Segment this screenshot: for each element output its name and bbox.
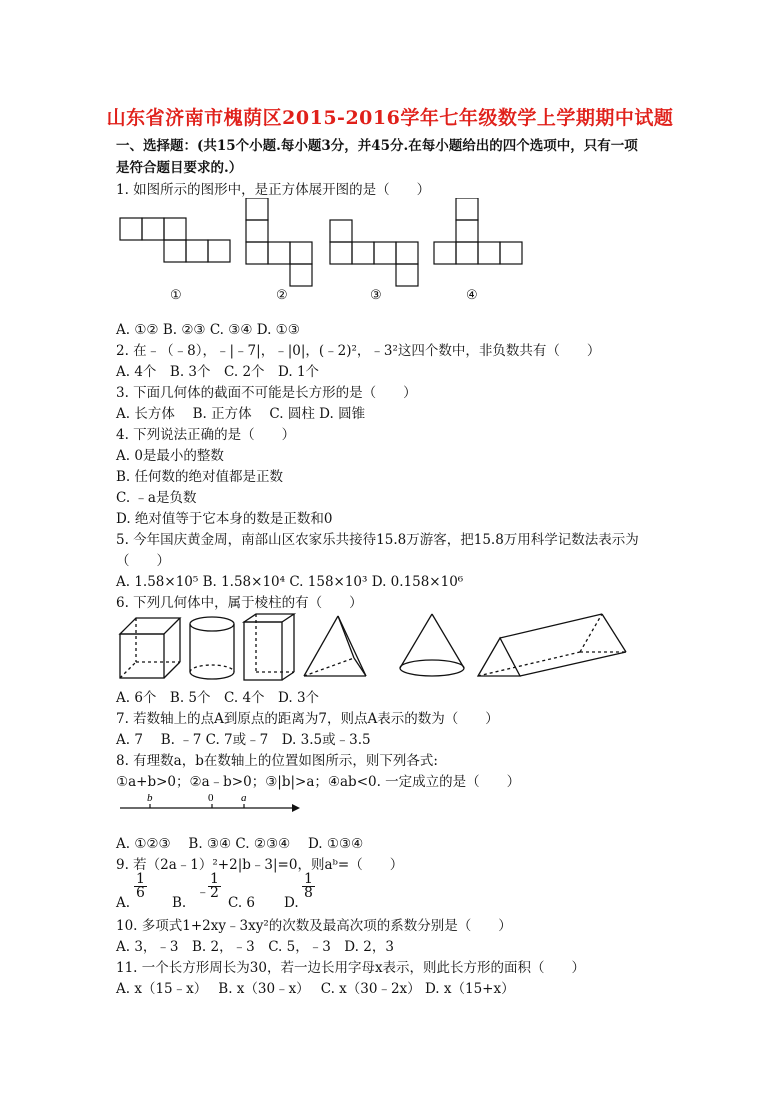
cube-net-4	[434, 198, 522, 264]
q11-options: A. x（15﹣x） B. x（30﹣x） C. x（30﹣2x） D. x（15+x）	[116, 981, 515, 997]
solids-figure	[116, 612, 636, 684]
q10-stem: 10. 多项式1+2xy﹣3xy²的次数及最高次项的系数分别是（ ）	[116, 918, 512, 934]
q6-stem: 6. 下列几何体中，属于棱柱的有（ ）	[116, 595, 363, 611]
q11-stem: 11. 一个长方形周长为30，若一边长用字母x表示，则此长方形的面积（ ）	[116, 960, 586, 976]
q9-b-numerator: 1	[210, 871, 219, 887]
q9-d-label: D.	[284, 895, 299, 911]
q3-options: A. 长方体 B. 正方体 C. 圆柱 D. 圆锥	[116, 406, 366, 422]
triangular-prism-solid	[478, 614, 626, 676]
q4-option-d: D. 绝对值等于它本身的数是正数和0	[116, 511, 333, 527]
prism-solid	[244, 614, 294, 680]
section-heading-line1: 一、选择题：(共15个小题.每小题3分，并45分.在每小题给出的四个选项中，只有一项	[116, 138, 638, 154]
q5-options: A. 1.58×10⁵ B. 1.58×10⁴ C. 158×10³ D. 0.158×10⁶	[116, 574, 464, 590]
axis-label-b: b	[147, 792, 153, 804]
q4-option-b: B. 任何数的绝对值都是正数	[116, 469, 284, 485]
exam-title: 山东省济南市槐荫区2015-2016学年七年级数学上学期期中试题	[106, 107, 674, 129]
q9-b-denominator: 2	[210, 885, 219, 901]
q9-a-fraction	[134, 873, 147, 900]
q9-d-denominator: 8	[304, 885, 313, 901]
number-line-figure	[116, 790, 306, 820]
cube-net-2	[246, 198, 312, 286]
q6-options: A. 6个 B. 5个 C. 4个 D. 3个	[116, 690, 320, 706]
q9-d-fraction	[302, 873, 315, 900]
q1-stem: 1. 如图所示的图形中，是正方体展开图的是（ ）	[116, 182, 431, 198]
q2-options: A. 4个 B. 3个 C. 2个 D. 1个	[116, 364, 320, 380]
q7-options: A. 7 B. ﹣7 C. 7或﹣7 D. 3.5或﹣3.5	[116, 732, 371, 748]
cylinder-solid	[190, 617, 234, 679]
net-label-2: ②	[276, 288, 288, 303]
q7-stem: 7. 若数轴上的点A到原点的距离为7，则点A表示的数为（ ）	[116, 711, 499, 727]
net-label-1: ①	[170, 288, 182, 303]
q8-stem-statements: ①a+b>0；②a﹣b>0；③|b|>a；④ab<0. 一定成立的是（ ）	[116, 774, 521, 790]
cube-net-3	[330, 220, 418, 286]
q5-stem: 5. 今年国庆黄金周，南部山区农家乐共接待15.8万游客，把15.8万用科学记数法表示为	[116, 532, 639, 548]
axis-label-zero: 0	[208, 792, 214, 804]
q8-options: A. ①②③ B. ③④ C. ②③④ D. ①③④	[116, 836, 364, 852]
q9-stem: 9. 若（2a﹣1）²+2|b﹣3|=0，则aᵇ=（ ）	[116, 857, 404, 873]
q9-option-c: C. 6	[228, 895, 256, 911]
q4-option-c: C. ﹣a是负数	[116, 490, 197, 506]
q4-stem: 4. 下列说法正确的是（ ）	[116, 427, 296, 443]
section-heading-line2: 是符合题目要求的.）	[116, 160, 243, 176]
q9-b-sign: ﹣	[196, 884, 210, 900]
q9-a-numerator: 1	[136, 871, 145, 887]
q9-a-label: A.	[116, 895, 131, 911]
q9-d-numerator: 1	[304, 871, 313, 887]
net-label-3: ③	[370, 288, 382, 303]
q9-a-denominator: 6	[136, 885, 145, 901]
cube-net-1	[120, 218, 230, 262]
q5-stem-paren: （ ）	[116, 553, 170, 569]
q9-b-label: B.	[172, 895, 187, 911]
q9-b-fraction	[208, 873, 221, 900]
cone-solid	[400, 614, 464, 676]
q1-options: A. ①② B. ②③ C. ③④ D. ①③	[116, 322, 300, 338]
axis-label-a: a	[241, 792, 247, 804]
q3-stem: 3. 下面几何体的截面不可能是长方形的是（ ）	[116, 385, 417, 401]
q4-option-a: A. 0是最小的整数	[116, 448, 224, 464]
cube-solid	[120, 618, 180, 678]
q2-stem: 2. 在﹣（﹣8），﹣|﹣7|，﹣|0|，(﹣2)²，﹣3²这四个数中，非负数共有（ ）	[116, 343, 601, 359]
q8-stem: 8. 有理数a，b在数轴上的位置如图所示，则下列各式:	[116, 753, 438, 769]
pyramid-solid	[304, 616, 366, 676]
q10-options: A. 3，﹣3 B. 2，﹣3 C. 5，﹣3 D. 2，3	[116, 939, 394, 955]
net-label-4: ④	[466, 288, 478, 303]
